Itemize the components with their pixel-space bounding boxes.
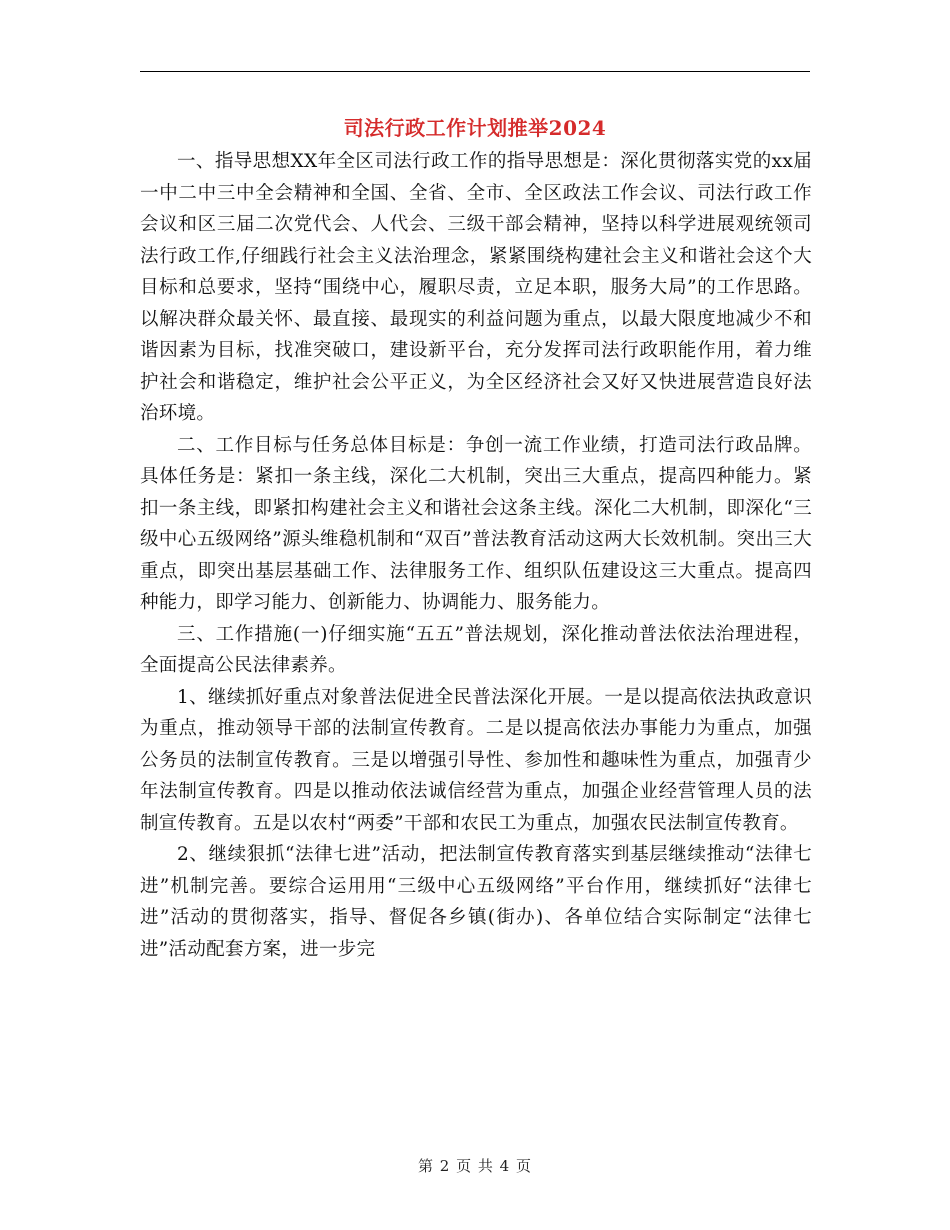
paragraph-work-measures: 三、工作措施(一)仔细实施“五五”普法规划，深化推动普法依法治理进程，全面提高公民法律素养。 xyxy=(140,623,812,676)
page-number: 第 2 页 共 4 页 xyxy=(418,1157,532,1175)
document-title: 司法行政工作计划推举2024 xyxy=(343,116,607,140)
paragraph-guiding-ideology: 一、指导思想XX年全区司法行政工作的指导思想是：深化贯彻落实党的xx届一中二中三中全会精神和全国、全省、全市、全区政法工作会议、司法行政工作会议和区三届二次党代会、人代会、三级干部会精神，坚持以科学进展观统领司法行政工作,仔细践行社会主义法治理念，紧紧围绕构建社会主义和谐社会这个大目标和总要求，坚持“围绕中心，履职尽责，立足本职，服务大局”的工作思路。以解决群众最关怀、最直接、最现实的利益问题为重点，以最大限度地减少不和谐因素为目标，找准突破口，建设新平台，充分发挥司法行政职能作用，着力维护社会和谐稳定，维护社会公平正义，为全区经济社会又好又快进展营造良好法治环境。 xyxy=(140,151,812,424)
document-body xyxy=(140,146,812,965)
paragraph-measure-2: 2、继续狠抓“法律七进”活动，把法制宣传教育落实到基层继续推动“法律七进”机制完善。要综合运用用“三级中心五级网络”平台作用，继续抓好“法律七进”活动的贯彻落实，指导、督促各乡镇(街办)、各单位结合实际制定“法律七进”活动配套方案，进一步完 xyxy=(140,844,812,960)
header-rule xyxy=(140,71,810,72)
paragraph-goals-tasks: 二、工作目标与任务总体目标是：争创一流工作业绩，打造司法行政品牌。具体任务是：紧扣一条主线，深化二大机制，突出三大重点，提高四种能力。紧扣一条主线，即紧扣构建社会主义和谐社会这条主线。深化二大机制，即深化“三级中心五级网络”源头维稳机制和“双百”普法教育活动这两大长效机制。突出三大重点，即突出基层基础工作、法律服务工作、组织队伍建设这三大重点。提高四种能力，即学习能力、创新能力、协调能力、服务能力。 xyxy=(140,434,812,613)
paragraph-measure-1: 1、继续抓好重点对象普法促进全民普法深化开展。一是以提高依法执政意识为重点，推动领导干部的法制宣传教育。二是以提高依法办事能力为重点，加强公务员的法制宣传教育。三是以增强引导性、参加性和趣味性为重点，加强青少年法制宣传教育。四是以推动依法诚信经营为重点，加强企业经营管理人员的法制宣传教育。五是以农村“两委”干部和农民工为重点，加强农民法制宣传教育。 xyxy=(140,686,812,834)
